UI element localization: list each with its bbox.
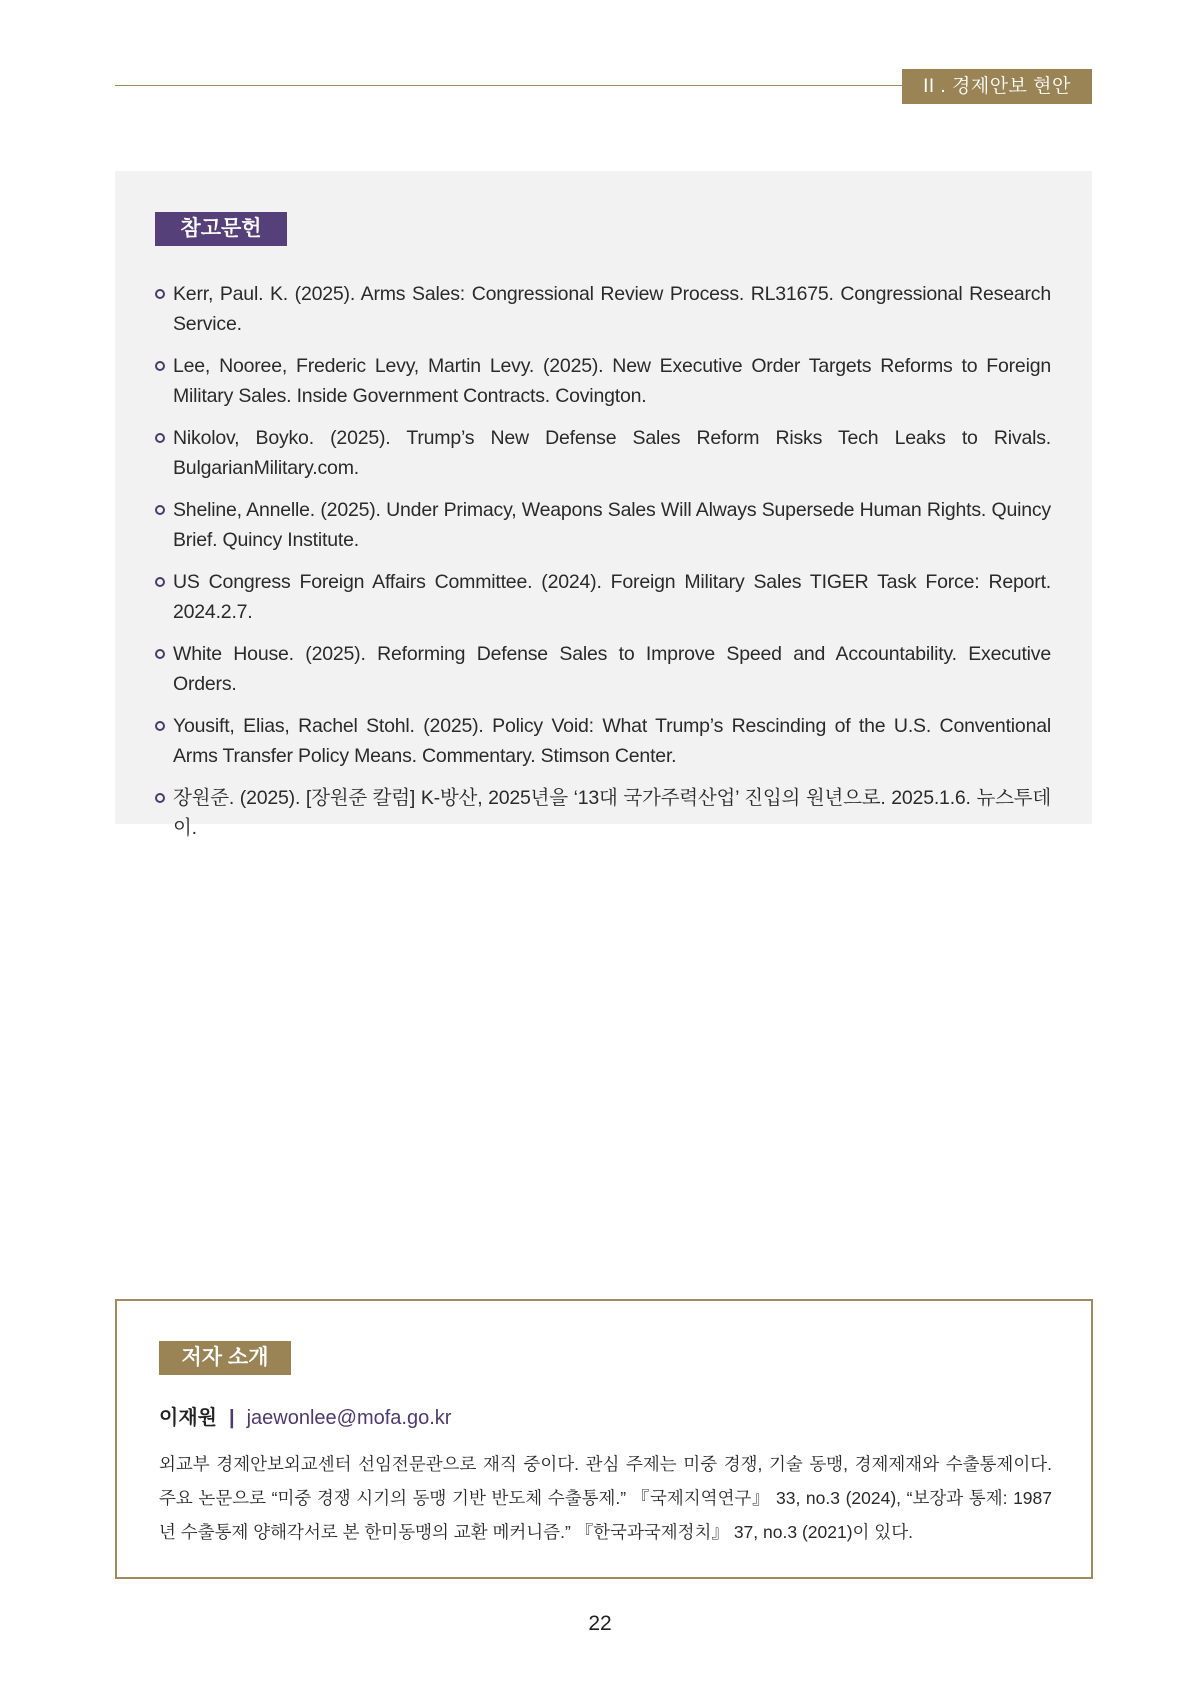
author-name: 이재원 [159,1407,217,1429]
reference-item [155,783,1051,843]
author-line [159,1404,451,1432]
author-separator: | [228,1407,235,1429]
reference-text: Lee, Nooree, Frederic Levy, Martin Levy. (2025). New Executive Order Targets Reforms to Foreign Military Sales. Inside Government Contracts. Covington. [173,355,1051,407]
reference-item [155,495,1051,555]
references-title: 참고문헌 [155,212,287,246]
circle-bullet-icon [155,721,165,731]
reference-text: US Congress Foreign Affairs Committee. (2024). Foreign Military Sales TIGER Task Force: Report. 2024.2.7. [173,571,1051,623]
circle-bullet-icon [155,577,165,587]
reference-text: 장원준. (2025). [장원준 칼럼] K-방산, 2025년을 ‘13대 국가주력산업’ 진입의 원년으로. 2025.1.6. 뉴스투데이. [173,787,1051,839]
page-number: 22 [588,1612,612,1635]
reference-item [155,351,1051,411]
reference-item [155,711,1051,771]
reference-text: Nikolov, Boyko. (2025). Trump’s New Defense Sales Reform Risks Tech Leaks to Rivals. BulgarianMilitary.com. [173,427,1051,479]
author-email-link[interactable]: jaewonlee@mofa.go.kr [246,1407,452,1429]
header-rule [115,85,905,86]
reference-text: Sheline, Annelle. (2025). Under Primacy, Weapons Sales Will Always Supersede Human Rights. Quincy Brief. Quincy Institute. [173,499,1051,551]
author-bio: 외교부 경제안보외교센터 선임전문관으로 재직 중이다. 관심 주제는 미중 경쟁, 기술 동맹, 경제제재와 수출통제이다. 주요 논문으로 “미중 경쟁 시기의 동맹 기반 반도체 수출통제.” 『국제지역연구』 33, no.3 (2024), “보장과 통제: 1987년 수출통제 양해각서로 본 한미동맹의 교환 메커니즘.” 『한국과국제정치』 37, no.3 (2021)이 있다. [159,1454,1052,1542]
author-title: 저자 소개 [159,1341,291,1375]
circle-bullet-icon [155,289,165,299]
reference-text: Yousift, Elias, Rachel Stohl. (2025). Policy Void: What Trump’s Rescinding of the U.S. Conventional Arms Transfer Policy Means. Commentary. Stimson Center. [173,715,1051,767]
references-box [115,171,1092,839]
section-tag: II . 경제안보 현안 [902,69,1092,104]
reference-item [155,279,1051,339]
references-list [155,279,1051,855]
circle-bullet-icon [155,505,165,515]
circle-bullet-icon [155,793,165,803]
reference-text: White House. (2025). Reforming Defense Sales to Improve Speed and Accountability. Executive Orders. [173,643,1051,695]
reference-text: Kerr, Paul. K. (2025). Arms Sales: Congressional Review Process. RL31675. Congressional Research Service. [173,283,1051,335]
reference-item [155,423,1051,483]
circle-bullet-icon [155,433,165,443]
reference-item [155,639,1051,699]
circle-bullet-icon [155,361,165,371]
author-box [115,1299,1093,1579]
circle-bullet-icon [155,649,165,659]
reference-item [155,567,1051,627]
